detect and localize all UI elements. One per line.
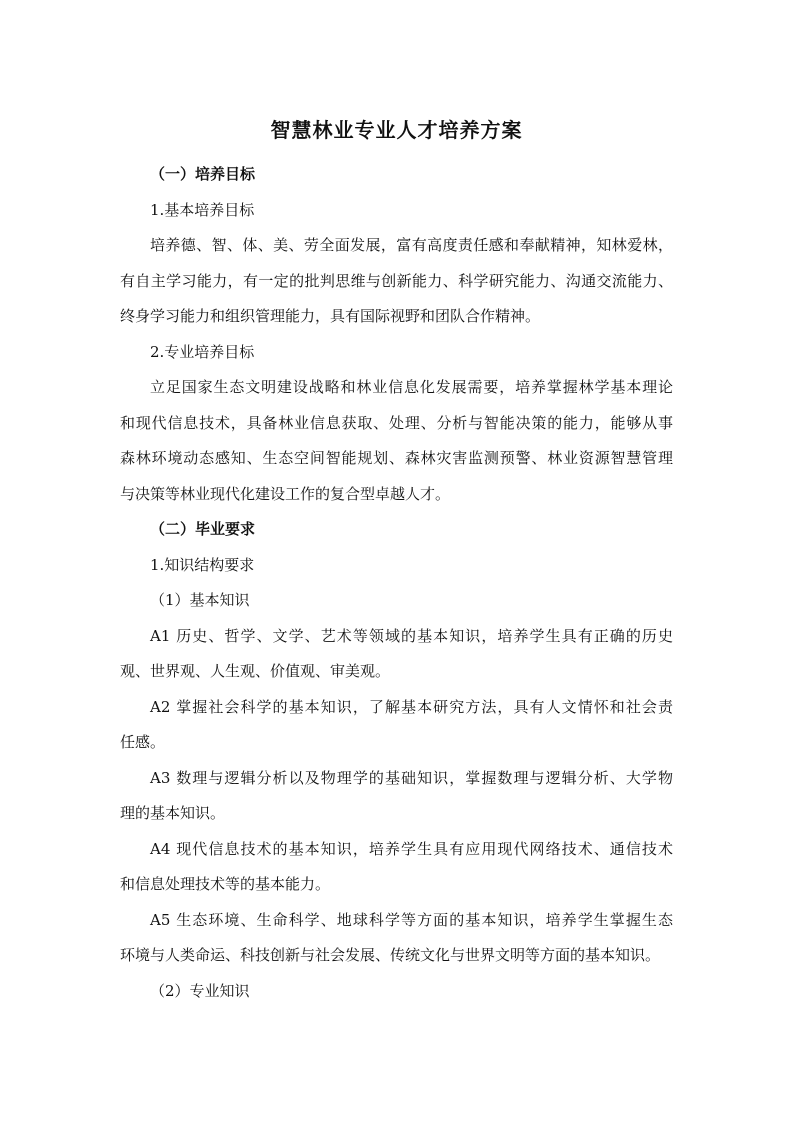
text-line: 培养德、智、体、美、劳全面发展，富有高度责任感和奉献精神，知林爱林， bbox=[150, 236, 673, 254]
text-line: A1 历史、哲学、文学、艺术等领域的基本知识，培养学生具有正确的历史 bbox=[150, 626, 673, 645]
paragraph bbox=[120, 903, 673, 974]
document-body bbox=[120, 157, 673, 1009]
text-line: 理的基本知识。 bbox=[120, 804, 226, 822]
paragraph bbox=[120, 974, 673, 1010]
paragraph bbox=[120, 832, 673, 903]
text-line: 1.基本培养目标 bbox=[150, 200, 255, 219]
text-line: （二）毕业要求 bbox=[150, 520, 256, 538]
text-line: 环境与人类命运、科技创新与社会发展、传统文化与世界文明等方面的基本知识。 bbox=[120, 946, 661, 964]
text-line: 和现代信息技术，具备林业信息获取、处理、分析与智能决策的能力，能够从事 bbox=[120, 413, 673, 432]
text-line: （2）专业知识 bbox=[150, 981, 250, 1000]
paragraph bbox=[120, 370, 673, 512]
text-line: 观、世界观、人生观、价值观、审美观。 bbox=[120, 662, 391, 680]
text-line: 立足国家生态文明建设战略和林业信息化发展需要，培养掌握林学基本理论 bbox=[150, 378, 673, 396]
text-line: 1.知识结构要求 bbox=[150, 555, 255, 574]
text-line: 任感。 bbox=[120, 733, 166, 751]
text-line: A3 数理与逻辑分析以及物理学的基础知识，掌握数理与逻辑分析、大学物 bbox=[150, 768, 673, 787]
section-heading bbox=[120, 512, 673, 548]
text-line: 终身学习能力和组织管理能力，具有国际视野和团队合作精神。 bbox=[120, 307, 541, 325]
text-line: 有自主学习能力，有一定的批判思维与创新能力、科学研究能力、沟通交流能力、 bbox=[120, 271, 673, 290]
text-line: 森林环境动态感知、生态空间智能规划、森林灾害监测预警、林业资源智慧管理 bbox=[120, 449, 673, 467]
text-line: A2 掌握社会科学的基本知识，了解基本研究方法，具有人文情怀和社会责 bbox=[150, 697, 673, 716]
paragraph bbox=[120, 690, 673, 761]
text-line: A5 生态环境、生命科学、地球科学等方面的基本知识，培养学生掌握生态 bbox=[150, 910, 673, 929]
text-line: 与决策等林业现代化建设工作的复合型卓越人才。 bbox=[120, 484, 451, 503]
text-line: A4 现代信息技术的基本知识，培养学生具有应用现代网络技术、通信技术 bbox=[150, 839, 673, 858]
paragraph bbox=[120, 619, 673, 690]
paragraph bbox=[120, 228, 673, 335]
section-heading bbox=[120, 157, 673, 193]
text-line: （1）基本知识 bbox=[150, 591, 250, 609]
paragraph bbox=[120, 548, 673, 584]
paragraph bbox=[120, 193, 673, 229]
text-line: 和信息处理技术等的基本能力。 bbox=[120, 875, 331, 893]
paragraph bbox=[120, 761, 673, 832]
document-title: 智慧林业专业人才培养方案 bbox=[270, 118, 523, 142]
paragraph bbox=[120, 335, 673, 371]
text-line: （一）培养目标 bbox=[150, 165, 256, 183]
text-line: 2.专业培养目标 bbox=[150, 342, 255, 361]
paragraph bbox=[120, 583, 673, 619]
